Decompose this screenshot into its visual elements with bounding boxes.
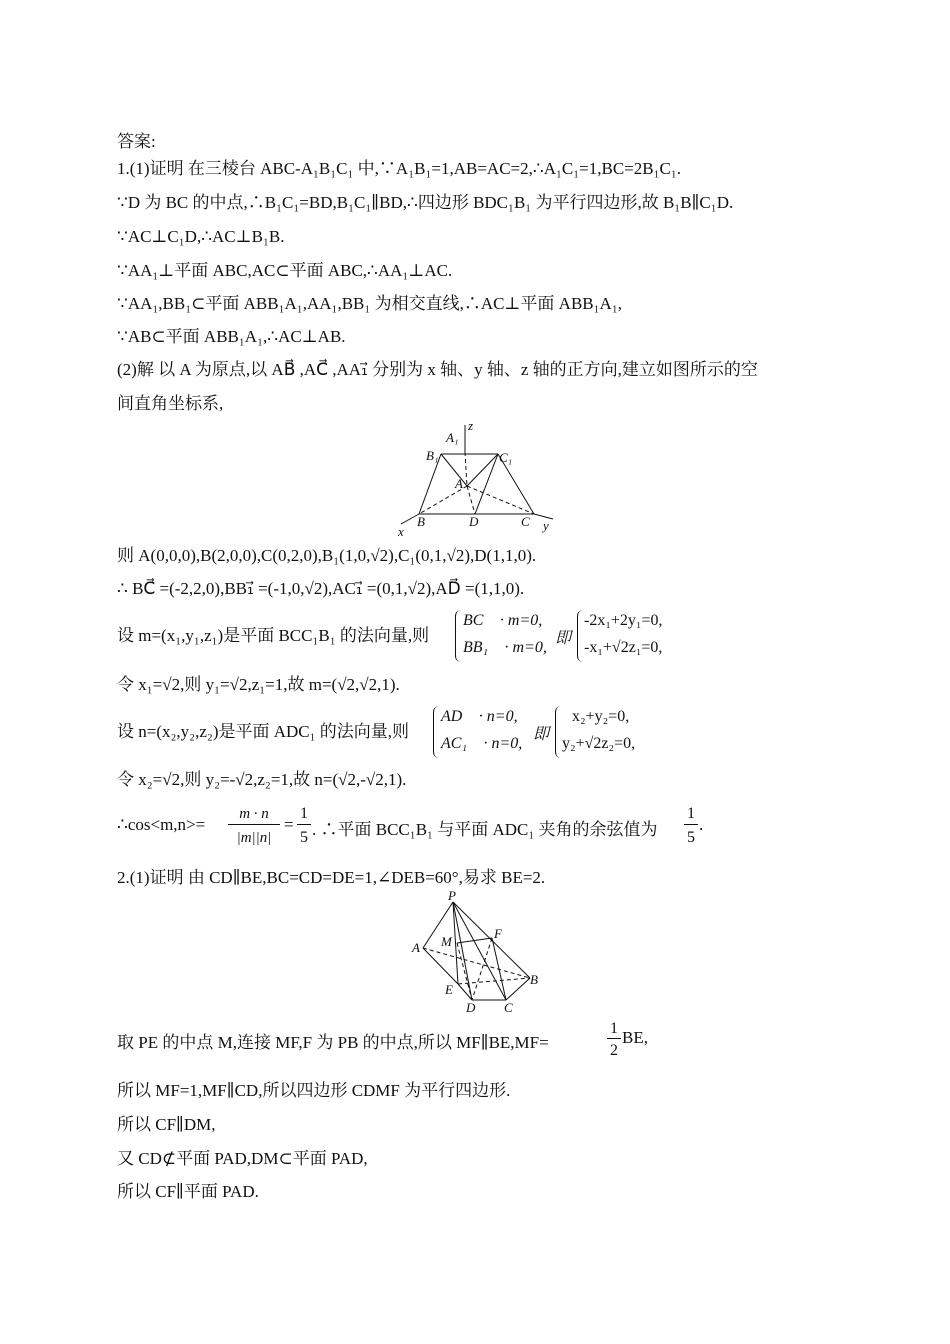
system-2-eq-d: y₂+√2z₂=0, (562, 735, 636, 752)
label-x: x (398, 524, 404, 539)
frustum-figure (395, 420, 560, 540)
p1-line-12: 令 x₁=√2,则 y₁=√2,z₁=1,故 m=(√2,√2,1). (117, 675, 400, 694)
p1-line-4: ∵AA₁⊥平面 ABC,AC⊂平面 ABC,∴AA₁⊥AC. (117, 261, 453, 280)
label-b1: B₁ (426, 448, 439, 463)
pyramid-figure (408, 890, 543, 1015)
p1-line-9: 则 A(0,0,0),B(2,0,0),C(0,2,0),B₁(1,0,√2),C₁(0,1,√2),D(1,1,0). (117, 546, 537, 565)
system-1-eq-c: -2x₁+2y₁=0, (584, 612, 663, 629)
p1-line-10: ∴ BC⃗ =(-2,2,0),BB₁⃗ =(-1,0,√2),AC₁⃗ =(0,1,√2),AD⃗ =(1,1,0). (117, 579, 525, 598)
system-1-eq-b: BB₁⃗ · m=0, (463, 639, 547, 656)
system-2-eq-b: AC₁⃗ · n=0, (441, 735, 523, 752)
label-a: A (412, 940, 420, 955)
p2-line-4: 所以 CF∥DM, (117, 1115, 216, 1134)
p2-line-1: 2.(1)证明 由 CD∥BE,BC=CD=DE=1,∠DEB=60°,易求 BE=2. (117, 868, 546, 887)
p1-line-8: 间直角坐标系, (117, 394, 224, 413)
frac-1-num: m · n (228, 804, 280, 825)
p2-line-3: 所以 MF=1,MF∥CD,所以四边形 CDMF 为平行四边形. (117, 1081, 511, 1100)
p1-line-3: ∵AC⊥C₁D,∴AC⊥B₁B. (117, 227, 285, 246)
label-c1: C₁ (499, 450, 513, 465)
cos-end: . (699, 815, 704, 834)
cos-eq: = (284, 815, 294, 834)
label-c: C (521, 514, 530, 529)
label-p: P (448, 890, 456, 903)
p1-line-2: ∵D 为 BC 的中点,∴B₁C₁=BD,B₁C₁∥BD,∴四边形 BDC₁B₁ 为平行四边形,故 B₁B∥C₁D. (117, 193, 734, 212)
frac-3-num: 1 (684, 804, 698, 825)
system-1-eq-a: BC⃗ · m=0, (463, 612, 543, 629)
label-y: y (543, 518, 549, 533)
label-e: E (445, 982, 453, 997)
p2-frac-den: 2 (610, 1042, 618, 1059)
label-d: D (469, 514, 479, 529)
label-z: z (468, 420, 474, 433)
label-b: B (417, 514, 425, 529)
system-2-eq-a: AD⃗ · n=0, (441, 708, 518, 725)
p2-line-5: 又 CD⊄平面 PAD,DM⊂平面 PAD, (117, 1149, 368, 1168)
system-2-eq-c: x₂+y₂=0, (572, 708, 630, 725)
p1-line-14: 令 x₂=√2,则 y₂=-√2,z₂=1,故 n=(√2,-√2,1). (117, 770, 407, 789)
frac-2-num: 1 (297, 804, 311, 825)
label-f: F (494, 926, 502, 941)
p2-line-2-lead: 取 PE 的中点 M,连接 MF,F 为 PB 的中点,所以 MF∥BE,MF= (117, 1033, 549, 1052)
answer-heading: 答案: (117, 132, 156, 151)
p1-line-5: ∵AA₁,BB₁⊂平面 ABB₁A₁,AA₁,BB₁ 为相交直线,∴AC⊥平面 ABB₁A₁, (117, 294, 623, 313)
p2-line-6: 所以 CF∥平面 PAD. (117, 1182, 259, 1201)
label-a: A (455, 476, 463, 491)
frac-1-den: |m||n| (236, 830, 272, 846)
label-m: M (441, 934, 452, 949)
label-b: B (530, 972, 538, 987)
label-c: C (504, 1000, 513, 1015)
p1-line-11-lead: 设 m=(x₁,y₁,z₁)是平面 BCC₁B₁ 的法向量,则 (117, 626, 430, 645)
system-2-ji: 即 (533, 726, 550, 743)
p1-line-1: 1.(1)证明 在三棱台 ABC-A₁B₁C₁ 中,∵A₁B₁=1,AB=AC=2,∴A₁C₁=1,BC=2B₁C₁. (117, 159, 682, 178)
system-1-ji: 即 (555, 630, 572, 647)
frac-2-den: 5 (300, 829, 308, 846)
system-1-eq-d: -x₁+√2z₁=0, (584, 639, 663, 656)
cos-tail: . ∴平面 BCC₁B₁ 与平面 ADC₁ 夹角的余弦值为 (312, 820, 658, 839)
p1-line-13-lead: 设 n=(x₂,y₂,z₂)是平面 ADC₁ 的法向量,则 (117, 722, 410, 741)
cos-lead: ∴cos<m,n>= (117, 815, 206, 834)
p2-line-2-tail: BE, (622, 1028, 648, 1047)
label-d: D (466, 1000, 476, 1015)
p1-line-6: ∵AB⊂平面 ABB₁A₁,∴AC⊥AB. (117, 327, 346, 346)
frac-3-den: 5 (687, 829, 695, 846)
p1-line-7: (2)解 以 A 为原点,以 AB⃗ ,AC⃗ ,AA₁⃗ 分别为 x 轴、y 轴、z 轴的正方向,建立如图所示的空 (117, 360, 758, 379)
p2-frac-num: 1 (607, 1019, 621, 1039)
label-a1: A₁ (446, 430, 459, 445)
